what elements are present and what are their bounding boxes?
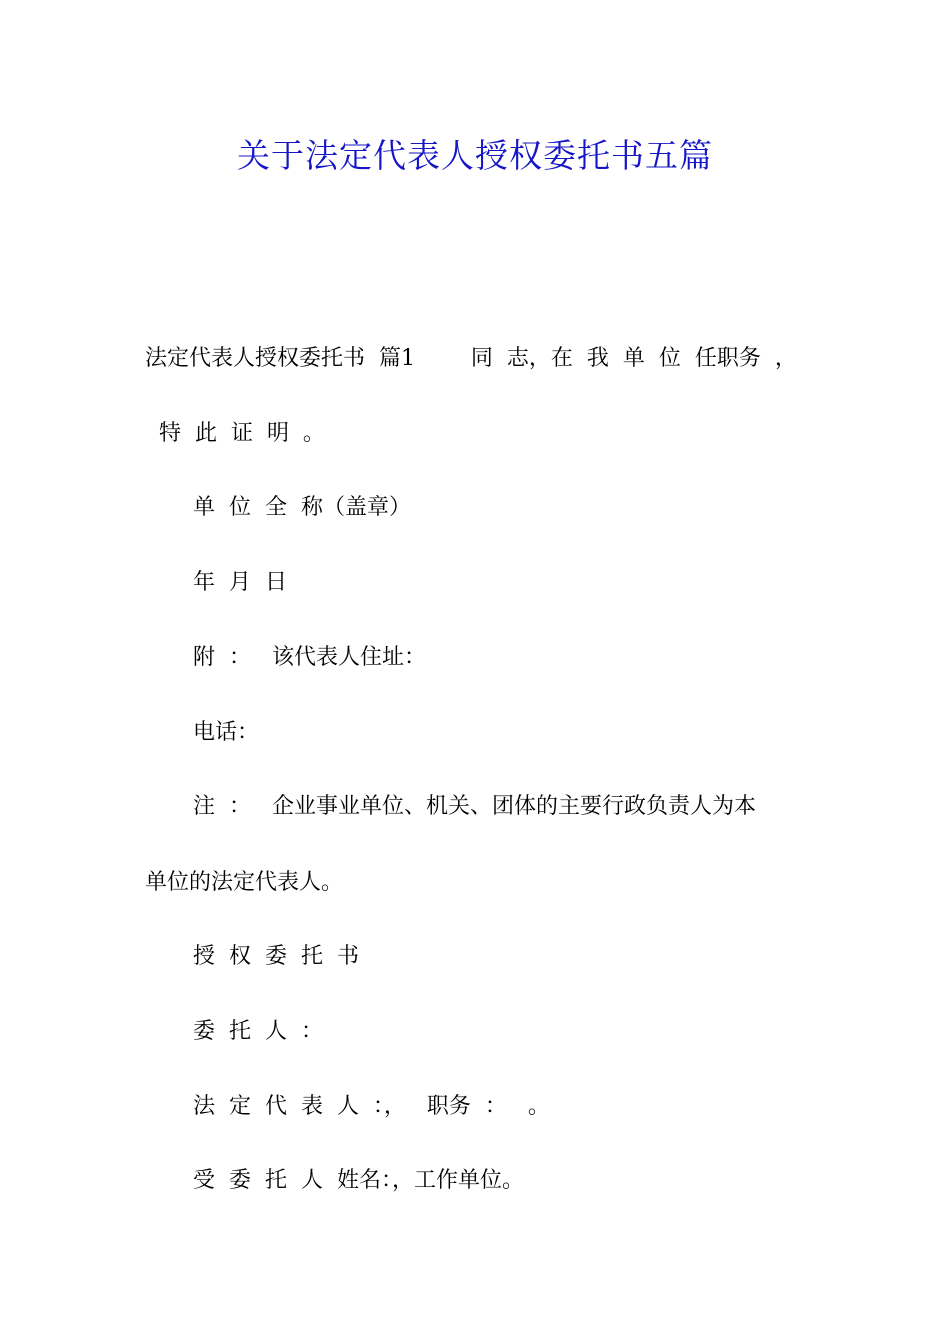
date-line: 年 月 日 [193, 570, 287, 595]
paragraph-certify-line: 特 此 证 明 。 [145, 421, 325, 446]
note-line: 注 ： 企业事业单位、机关、团体的主要行政负责人为本 [193, 794, 756, 819]
note-continuation-line: 单位的法定代表人。 [145, 870, 344, 895]
legal-representative-line: 法 定 代 表 人 ：， 职务 ： 。 [193, 1094, 550, 1119]
unit-name-stamp-line: 单 位 全 称（盖章） [193, 495, 411, 520]
paragraph-heading-line: 法定代表人授权委托书 篇1 同 志，在 我 单 位 任职务 ， [145, 346, 797, 371]
agent-line: 受 委 托 人 姓名：，工作单位。 [193, 1168, 524, 1193]
address-line: 附 ： 该代表人住址： [193, 645, 426, 670]
document-title: 关于法定代表人授权委托书五篇 [237, 136, 713, 175]
phone-line: 电话： [193, 720, 260, 745]
section-heading-authorization: 授 权 委 托 书 [193, 944, 359, 969]
principal-line: 委 托 人 ： [193, 1019, 323, 1044]
